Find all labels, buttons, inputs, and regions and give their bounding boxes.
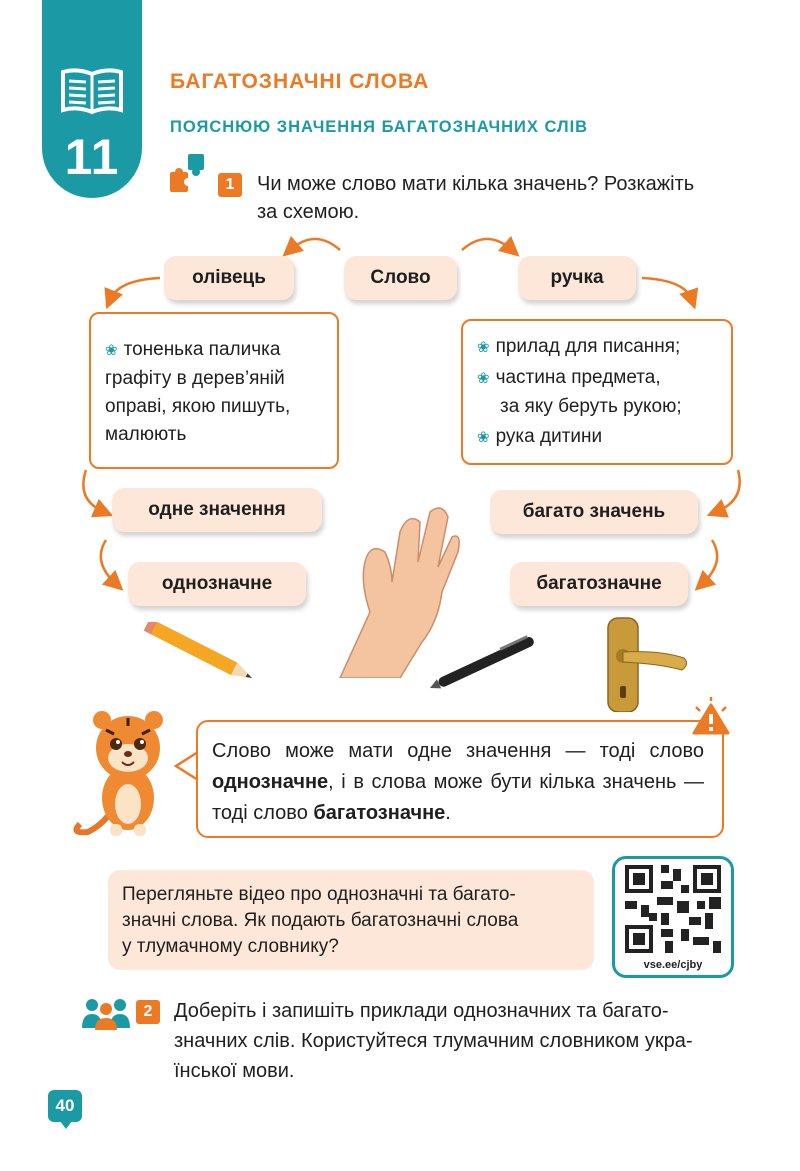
meaning-line: оправі, якою пишуть, (105, 396, 291, 417)
meaning-line: ❀ тоненька паличка (105, 339, 281, 360)
task-2-line-2: значних слів. Користуйтеся тлумачним словником укра- (174, 1030, 693, 1052)
video-line-2: значні слова. Як подають багатозначні слова (122, 910, 519, 931)
word-pen: ручка (518, 256, 636, 300)
meaning-line: ❀ прилад для писання; (477, 336, 681, 357)
center-word: Слово (344, 256, 457, 300)
video-line-1: Перегляньте відео про однозначні та багато- (122, 884, 516, 905)
one-meaning-pill: одне значення (112, 488, 322, 532)
meaning-line: ❀ рука дитини (477, 426, 603, 447)
rule-text-1: Слово може мати одне значення — тоді слово (212, 740, 704, 762)
rule-text-2: , і в слова може бути кілька значень — тоді слово (212, 771, 704, 824)
paw-bullet-icon: ❀ (477, 370, 490, 387)
rule-text-3: . (445, 802, 451, 824)
meaning-line: малюють (105, 424, 187, 445)
meaning-line: ❀ частина предмета, (477, 367, 661, 388)
lesson-title: БАГАТОЗНАЧНІ СЛОВА (170, 70, 430, 93)
task-1-line-1: Чи може слово мати кілька значень? Розкажіть (257, 173, 695, 195)
word-pencil: олівець (164, 256, 294, 300)
task-2-line-1: Доберіть і запишіть приклади однозначних та багато- (174, 1000, 669, 1022)
rule-term-polysemous: багатозначне (313, 802, 446, 824)
door-handle-illustration (600, 616, 692, 712)
task-2-badge: 2 (136, 1000, 160, 1024)
qr-code[interactable] (612, 856, 734, 978)
polysemous-pill: багатозначне (510, 562, 688, 606)
video-line-3: у тлумачному словнику? (122, 936, 339, 957)
people-icon (82, 996, 130, 1030)
rule-term-monosemous: однозначне (212, 771, 329, 793)
meaning-line: графіту в дерев’яній (105, 368, 285, 389)
warning-icon (690, 697, 732, 737)
pencil-illustration (140, 622, 266, 684)
meaning-line: за яку беруть рукою; (500, 396, 682, 417)
paw-bullet-icon: ❀ (105, 342, 118, 359)
lesson-subtitle: ПОЯСНЮЮ ЗНАЧЕННЯ БАГАТОЗНАЧНИХ СЛІВ (170, 118, 589, 136)
tiger-mascot (70, 706, 188, 838)
paw-bullet-icon: ❀ (477, 339, 490, 356)
qr-label: vse.ee/cjby (643, 959, 703, 971)
pen-illustration (424, 626, 552, 696)
monosemous-pill: однозначне (128, 562, 306, 606)
meaning-box-right (461, 319, 733, 465)
meaning-box-left (89, 312, 339, 469)
page-number: 40 (48, 1090, 82, 1122)
qr-code-pattern (625, 865, 721, 953)
task-2-line-3: їнської мови. (174, 1060, 295, 1082)
video-task-box (108, 870, 594, 970)
paw-bullet-icon: ❀ (477, 429, 490, 446)
lesson-number: 11 (64, 129, 120, 185)
task-1-line-2: за схемою. (257, 201, 360, 223)
rule-box (196, 720, 724, 838)
many-meanings-pill: багато значень (490, 490, 698, 534)
task-1-badge: 1 (218, 173, 242, 197)
